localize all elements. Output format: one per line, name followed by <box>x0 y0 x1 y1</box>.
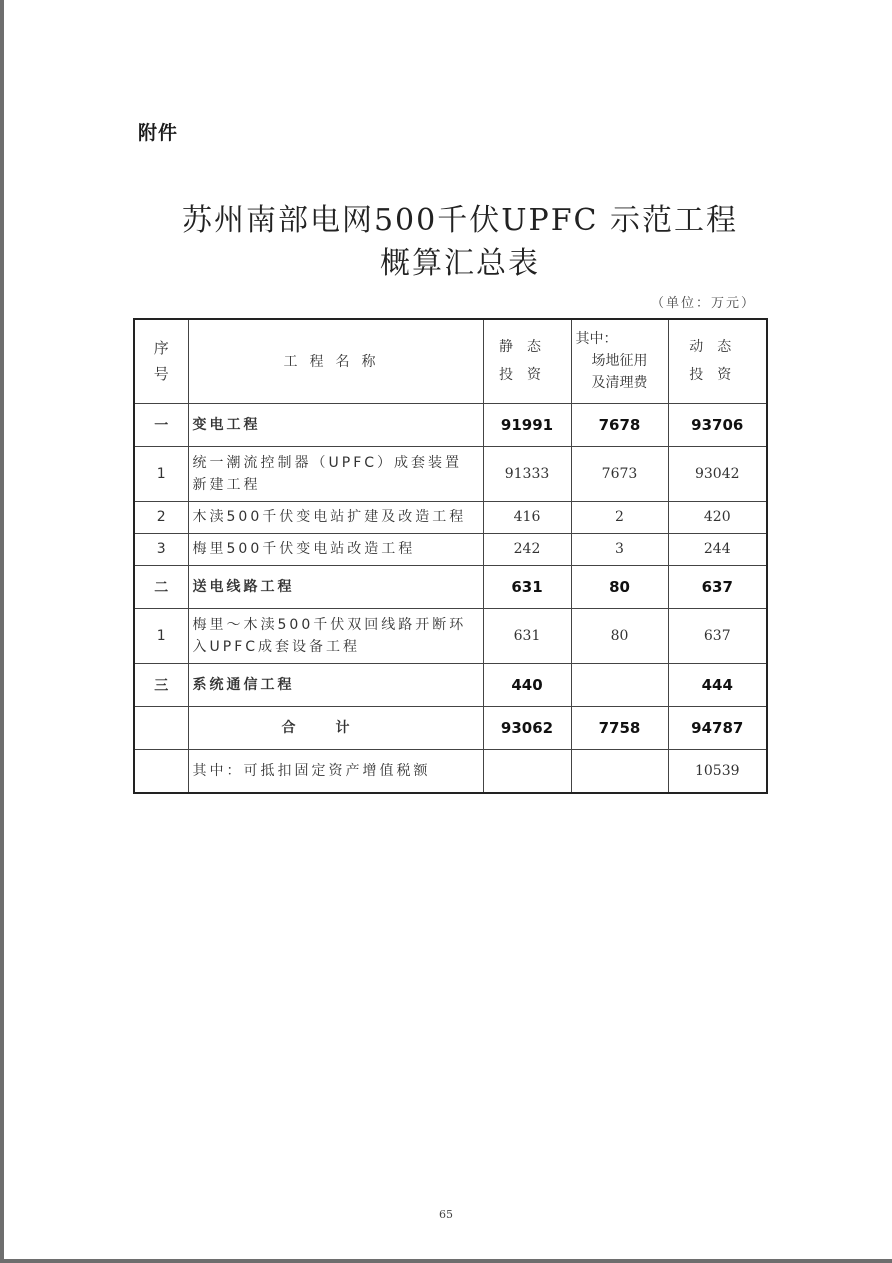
unit-note: （单位：万元） <box>650 296 756 311</box>
header-seq <box>134 319 188 403</box>
header-land-line: 其中： <box>575 331 618 348</box>
table-row <box>134 501 767 533</box>
table-row <box>134 403 767 446</box>
table-row <box>134 446 767 501</box>
row-seq <box>134 749 188 793</box>
table-row <box>134 608 767 663</box>
row-static: 631 <box>483 565 571 608</box>
row-land: 3 <box>571 533 668 565</box>
note-static <box>483 749 571 793</box>
header-static-investment <box>483 319 571 403</box>
note-label: 其中：可抵扣固定资产增值税额 <box>188 749 483 793</box>
header-seq-line: 号 <box>153 365 169 384</box>
total-label: 合计 <box>188 706 483 749</box>
header-land-line: 及清理费 <box>591 375 648 392</box>
row-seq: 三 <box>134 663 188 706</box>
total-row <box>134 706 767 749</box>
row-dynamic: 420 <box>668 501 767 533</box>
document-subtitle: 概算汇总表 <box>380 246 540 281</box>
row-land: 7678 <box>571 403 668 446</box>
row-seq: 一 <box>134 403 188 446</box>
row-land: 80 <box>571 608 668 663</box>
row-seq: 1 <box>134 608 188 663</box>
page-edge <box>0 1259 892 1263</box>
row-land: 2 <box>571 501 668 533</box>
header-dynamic-line: 动态 <box>689 339 746 356</box>
row-seq: 二 <box>134 565 188 608</box>
row-static: 440 <box>483 663 571 706</box>
header-dynamic-investment <box>668 319 767 403</box>
note-dynamic: 10539 <box>668 749 767 793</box>
row-static: 91333 <box>483 446 571 501</box>
table-row <box>134 533 767 565</box>
row-dynamic: 637 <box>668 565 767 608</box>
row-dynamic: 244 <box>668 533 767 565</box>
row-static: 242 <box>483 533 571 565</box>
row-seq: 2 <box>134 501 188 533</box>
budget-summary-table <box>133 318 768 794</box>
row-dynamic: 93706 <box>668 403 767 446</box>
header-static-line: 投资 <box>499 367 555 384</box>
table-row <box>134 565 767 608</box>
header-name: 工程名称 <box>188 319 483 403</box>
row-name: 梅里500千伏变电站改造工程 <box>188 533 483 565</box>
table-header-row <box>134 319 767 403</box>
attachment-label: 附件 <box>138 122 179 144</box>
row-land: 80 <box>571 565 668 608</box>
header-dynamic-line: 投资 <box>689 367 746 384</box>
row-name: 送电线路工程 <box>188 565 483 608</box>
row-seq: 1 <box>134 446 188 501</box>
page-number: 65 <box>439 1208 453 1221</box>
table-row <box>134 663 767 706</box>
row-name: 木渎500千伏变电站扩建及改造工程 <box>188 501 483 533</box>
row-seq: 3 <box>134 533 188 565</box>
row-land <box>571 663 668 706</box>
header-seq-line: 序 <box>153 339 169 358</box>
note-row <box>134 749 767 793</box>
row-dynamic: 93042 <box>668 446 767 501</box>
row-name: 梅里～木渎500千伏双回线路开断环入UPFC成套设备工程 <box>188 608 483 663</box>
row-static: 416 <box>483 501 571 533</box>
note-land <box>571 749 668 793</box>
row-dynamic: 444 <box>668 663 767 706</box>
row-seq <box>134 706 188 749</box>
total-static: 93062 <box>483 706 571 749</box>
header-static-line: 静态 <box>499 339 555 356</box>
page-edge <box>0 0 4 1263</box>
header-land-line: 场地征用 <box>591 353 648 370</box>
row-name: 统一潮流控制器（UPFC）成套装置新建工程 <box>188 446 483 501</box>
row-dynamic: 637 <box>668 608 767 663</box>
row-static: 91991 <box>483 403 571 446</box>
document-title: 苏州南部电网500千伏UPFC 示范工程 <box>181 203 739 238</box>
row-land: 7673 <box>571 446 668 501</box>
row-name: 系统通信工程 <box>188 663 483 706</box>
total-land: 7758 <box>571 706 668 749</box>
total-dynamic: 94787 <box>668 706 767 749</box>
header-land-cost <box>571 319 668 403</box>
row-name: 变电工程 <box>188 403 483 446</box>
row-static: 631 <box>483 608 571 663</box>
